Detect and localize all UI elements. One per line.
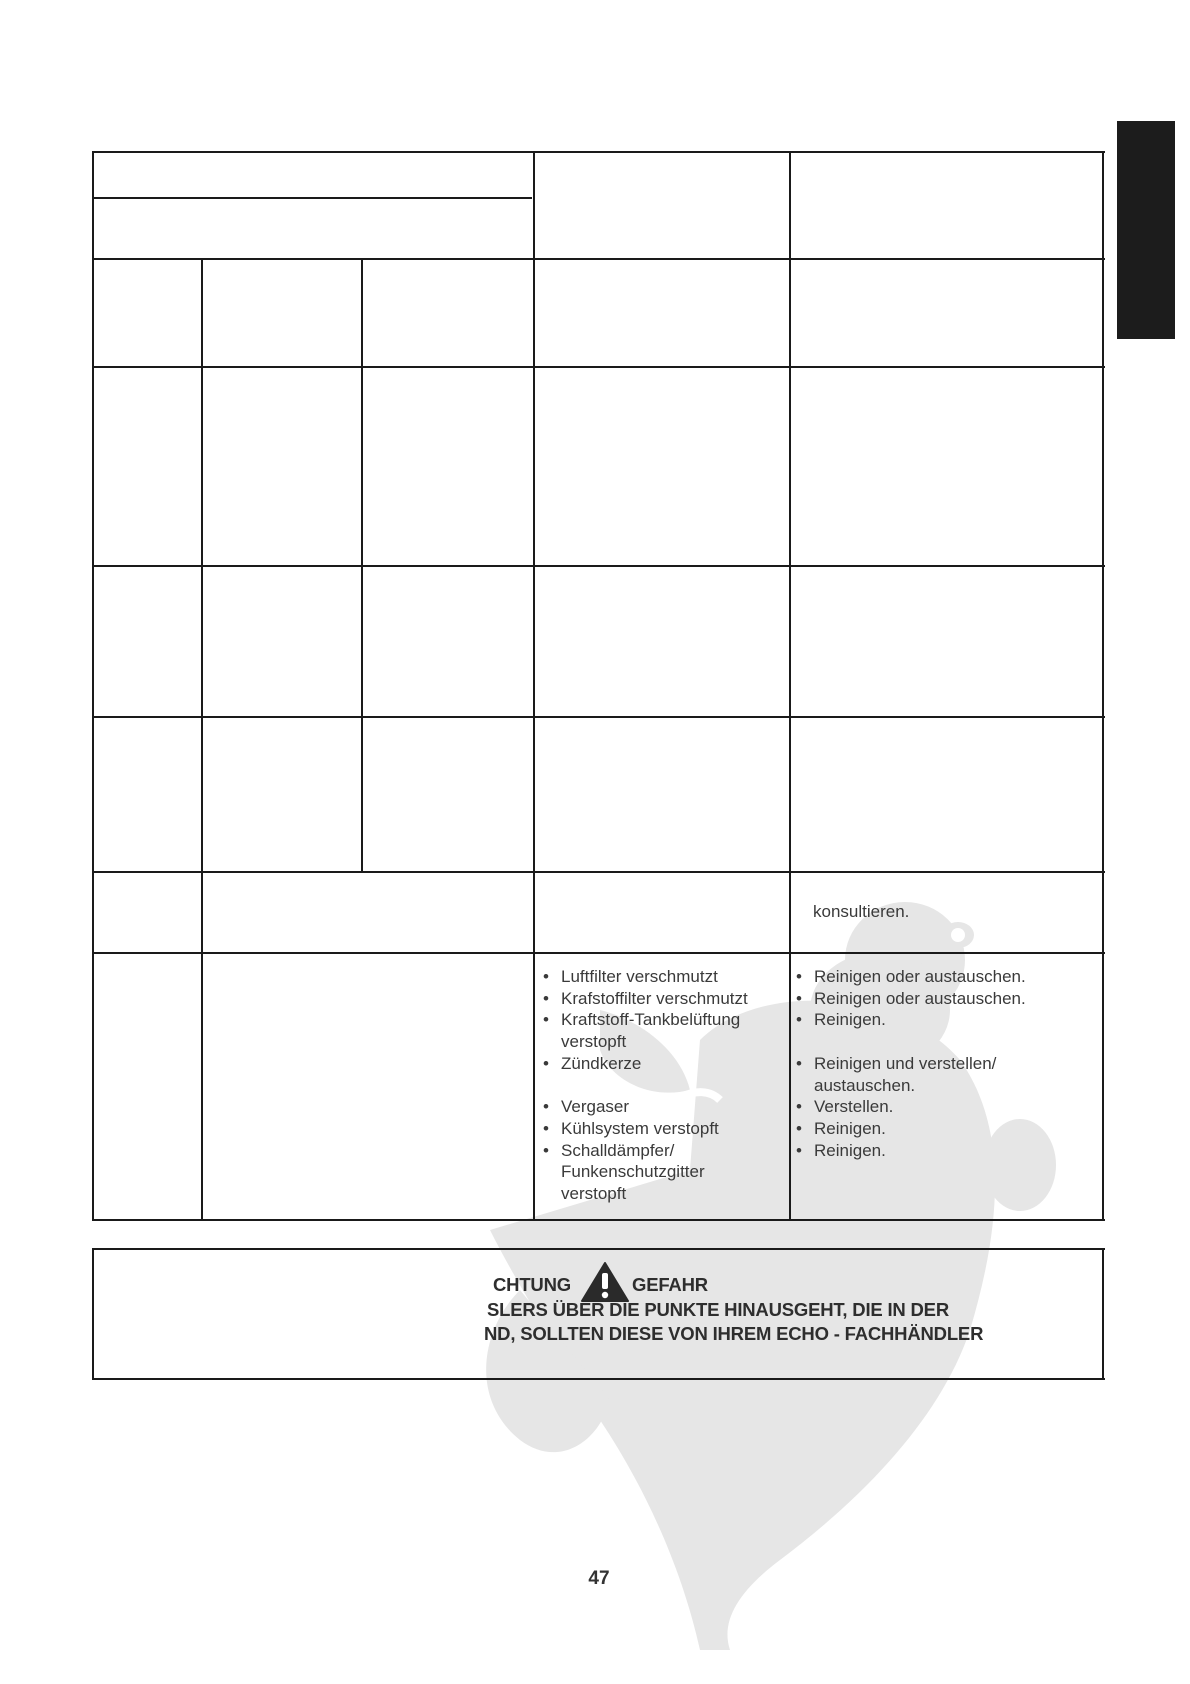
table-row-line [92,258,1105,260]
page-number: 47 [588,1568,610,1589]
cause-item: • Krafstoffilter verschmutzt [536,988,786,1010]
section-tab [1117,121,1175,339]
warning-heading-left: CHTUNG [493,1274,571,1295]
warning-box-border-top [92,1248,1105,1250]
warning-box-border-left [92,1248,94,1380]
table-col-line [533,151,535,1221]
table-border-left [92,151,94,1221]
table-row-line [92,366,1105,368]
table-row-line [92,952,1105,954]
table-row-line [92,716,1105,718]
cause-list [536,966,786,1205]
remedy-item: • Verstellen. [789,1096,1079,1118]
warning-box-border-right [1102,1248,1104,1380]
cause-item: • Zündkerze [536,1053,786,1075]
table-row-line [92,197,532,199]
remedy-item: • Reinigen. [789,1118,1079,1140]
table-col-line [361,258,363,873]
cause-item: • Kraftstoff-Tankbelüftung verstopft [536,1009,761,1052]
remedy-list [789,966,1079,1161]
remedy-item: • Reinigen und verstellen/ austauschen. [789,1053,1029,1096]
warning-heading-right: GEFAHR [632,1274,708,1295]
cause-item: • Luftfilter verschmutzt [536,966,786,988]
remedy-item: • Reinigen oder austauschen. [789,966,1079,988]
cause-item: • Vergaser [536,1096,786,1118]
remedy-item: • Reinigen oder austauschen. [789,988,1079,1010]
table-col-line [201,258,203,1221]
dealer-remedy-text: konsultieren. [813,902,910,921]
table-border-right [1102,151,1104,1221]
warning-box-border-bottom [92,1378,1105,1380]
cause-item: • Schalldämpfer/ Funkenschutzgitter verstopft [536,1140,721,1205]
table-row-line [92,871,1105,873]
cause-item: • Kühlsystem verstopft [536,1118,786,1140]
warning-text-line: ND, SOLLTEN DIESE VON IHREM ECHO - FACHHÄNDLER [484,1323,984,1344]
remedy-item: • Reinigen. [789,1009,1079,1031]
table-border-bottom [92,1219,1105,1221]
remedy-item: • Reinigen. [789,1140,1079,1162]
table-row-line [92,565,1105,567]
warning-triangle-icon [580,1261,630,1303]
warning-text-line: SLERS ÜBER DIE PUNKTE HINAUSGEHT, DIE IN DER [487,1299,949,1320]
table-border-top [92,151,1105,153]
